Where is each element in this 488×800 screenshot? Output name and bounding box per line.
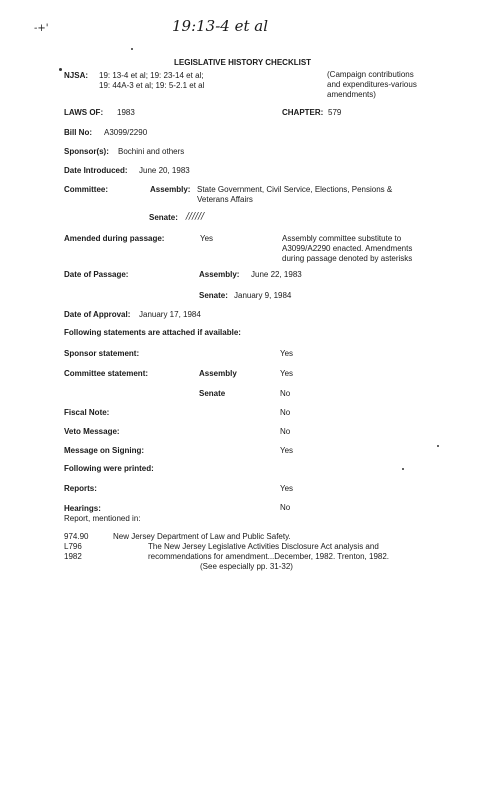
njsa-note-1: (Campaign contributions — [327, 70, 414, 79]
amended-note-2: A3099/A2290 enacted. Amendments — [282, 244, 413, 253]
njsa-note-3: amendments) — [327, 90, 376, 99]
scan-speck — [402, 468, 404, 470]
bill-no-label: Bill No: — [64, 128, 92, 137]
sponsor-statement-value: Yes — [280, 349, 294, 358]
amended-value: Yes — [200, 234, 214, 243]
message-signing-label: Message on Signing: — [64, 446, 145, 455]
committee-statement-senate-value: No — [280, 389, 291, 398]
committee-statement-assembly-label: Assembly — [199, 369, 237, 378]
call-number-2: L796 — [64, 542, 82, 551]
committee-statement-assembly-value: Yes — [280, 369, 294, 378]
hearings-value: No — [280, 503, 291, 512]
laws-of-label: LAWS OF: — [64, 108, 104, 117]
citation-line-1: New Jersey Department of Law and Public Safety. — [113, 532, 291, 541]
passage-label: Date of Passage: — [64, 270, 129, 279]
committee-label: Committee: — [64, 185, 109, 194]
njsa-line-1: 19: 13-4 et al; 19: 23-14 et al; — [99, 71, 204, 80]
approval-label: Date of Approval: — [64, 310, 131, 319]
passage-senate-label: Senate: — [199, 291, 228, 300]
committee-statement-senate-label: Senate — [199, 389, 226, 398]
njsa-note-2: and expenditures-various — [327, 80, 417, 89]
committee-assembly-line-1: State Government, Civil Service, Elections, Pensions & — [197, 185, 393, 194]
passage-senate-value: January 9, 1984 — [234, 291, 292, 300]
reports-value: Yes — [280, 484, 294, 493]
amended-note-3: during passage denoted by asterisks — [282, 254, 413, 263]
hearings-label: Hearings: — [64, 504, 101, 513]
date-introduced-label: Date Introduced: — [64, 166, 128, 175]
committee-assembly-line-2: Veterans Affairs — [197, 195, 253, 204]
sponsors-label: Sponsor(s): — [64, 147, 109, 156]
scan-speck — [59, 68, 62, 71]
chapter-value: 579 — [328, 108, 342, 117]
call-number-3: 1982 — [64, 552, 82, 561]
amended-note-1: Assembly committee substitute to — [282, 234, 402, 243]
veto-message-label: Veto Message: — [64, 427, 120, 436]
passage-assembly-value: June 22, 1983 — [251, 270, 302, 279]
citation-line-2: The New Jersey Legislative Activities Disclosure Act analysis and — [148, 542, 379, 551]
citation-line-3: recommendations for amendment...December, 1982. Trenton, 1982. — [148, 552, 390, 561]
committee-statement-label: Committee statement: — [64, 369, 149, 378]
senate-handwritten-marks: ////// — [186, 212, 205, 222]
scan-speck — [131, 48, 133, 50]
citation-line-4: (See especially pp. 31-32) — [200, 562, 293, 571]
call-number-1: 974.90 — [64, 532, 89, 541]
reports-label: Reports: — [64, 484, 97, 493]
njsa-line-2: 19: 44A-3 et al; 19: 5-2.1 et al — [99, 81, 205, 90]
chapter-label: CHAPTER: — [282, 108, 324, 117]
date-introduced-value: June 20, 1983 — [139, 166, 190, 175]
handwritten-citation: 19:13-4 et al — [172, 17, 269, 35]
sponsors-value: Bochini and others — [118, 147, 185, 156]
committee-assembly-label: Assembly: — [150, 185, 191, 194]
scan-speck — [437, 445, 439, 447]
attached-heading: Following statements are attached if available: — [64, 328, 241, 337]
committee-senate-label: Senate: — [149, 213, 178, 222]
fiscal-note-label: Fiscal Note: — [64, 408, 110, 417]
passage-assembly-label: Assembly: — [199, 270, 240, 279]
laws-of-value: 1983 — [117, 108, 135, 117]
report-mentioned-label: Report, mentioned in: — [64, 514, 141, 523]
fiscal-note-value: No — [280, 408, 291, 417]
message-signing-value: Yes — [280, 446, 294, 455]
njsa-label: NJSA: — [64, 71, 89, 80]
printed-heading: Following were printed: — [64, 464, 154, 473]
veto-message-value: No — [280, 427, 291, 436]
bill-no-value: A3099/2290 — [104, 128, 148, 137]
approval-value: January 17, 1984 — [139, 310, 201, 319]
corner-handwriting: -+' — [34, 23, 49, 34]
page-title: LEGISLATIVE HISTORY CHECKLIST — [174, 58, 312, 67]
sponsor-statement-label: Sponsor statement: — [64, 349, 140, 358]
amended-label: Amended during passage: — [64, 234, 165, 243]
